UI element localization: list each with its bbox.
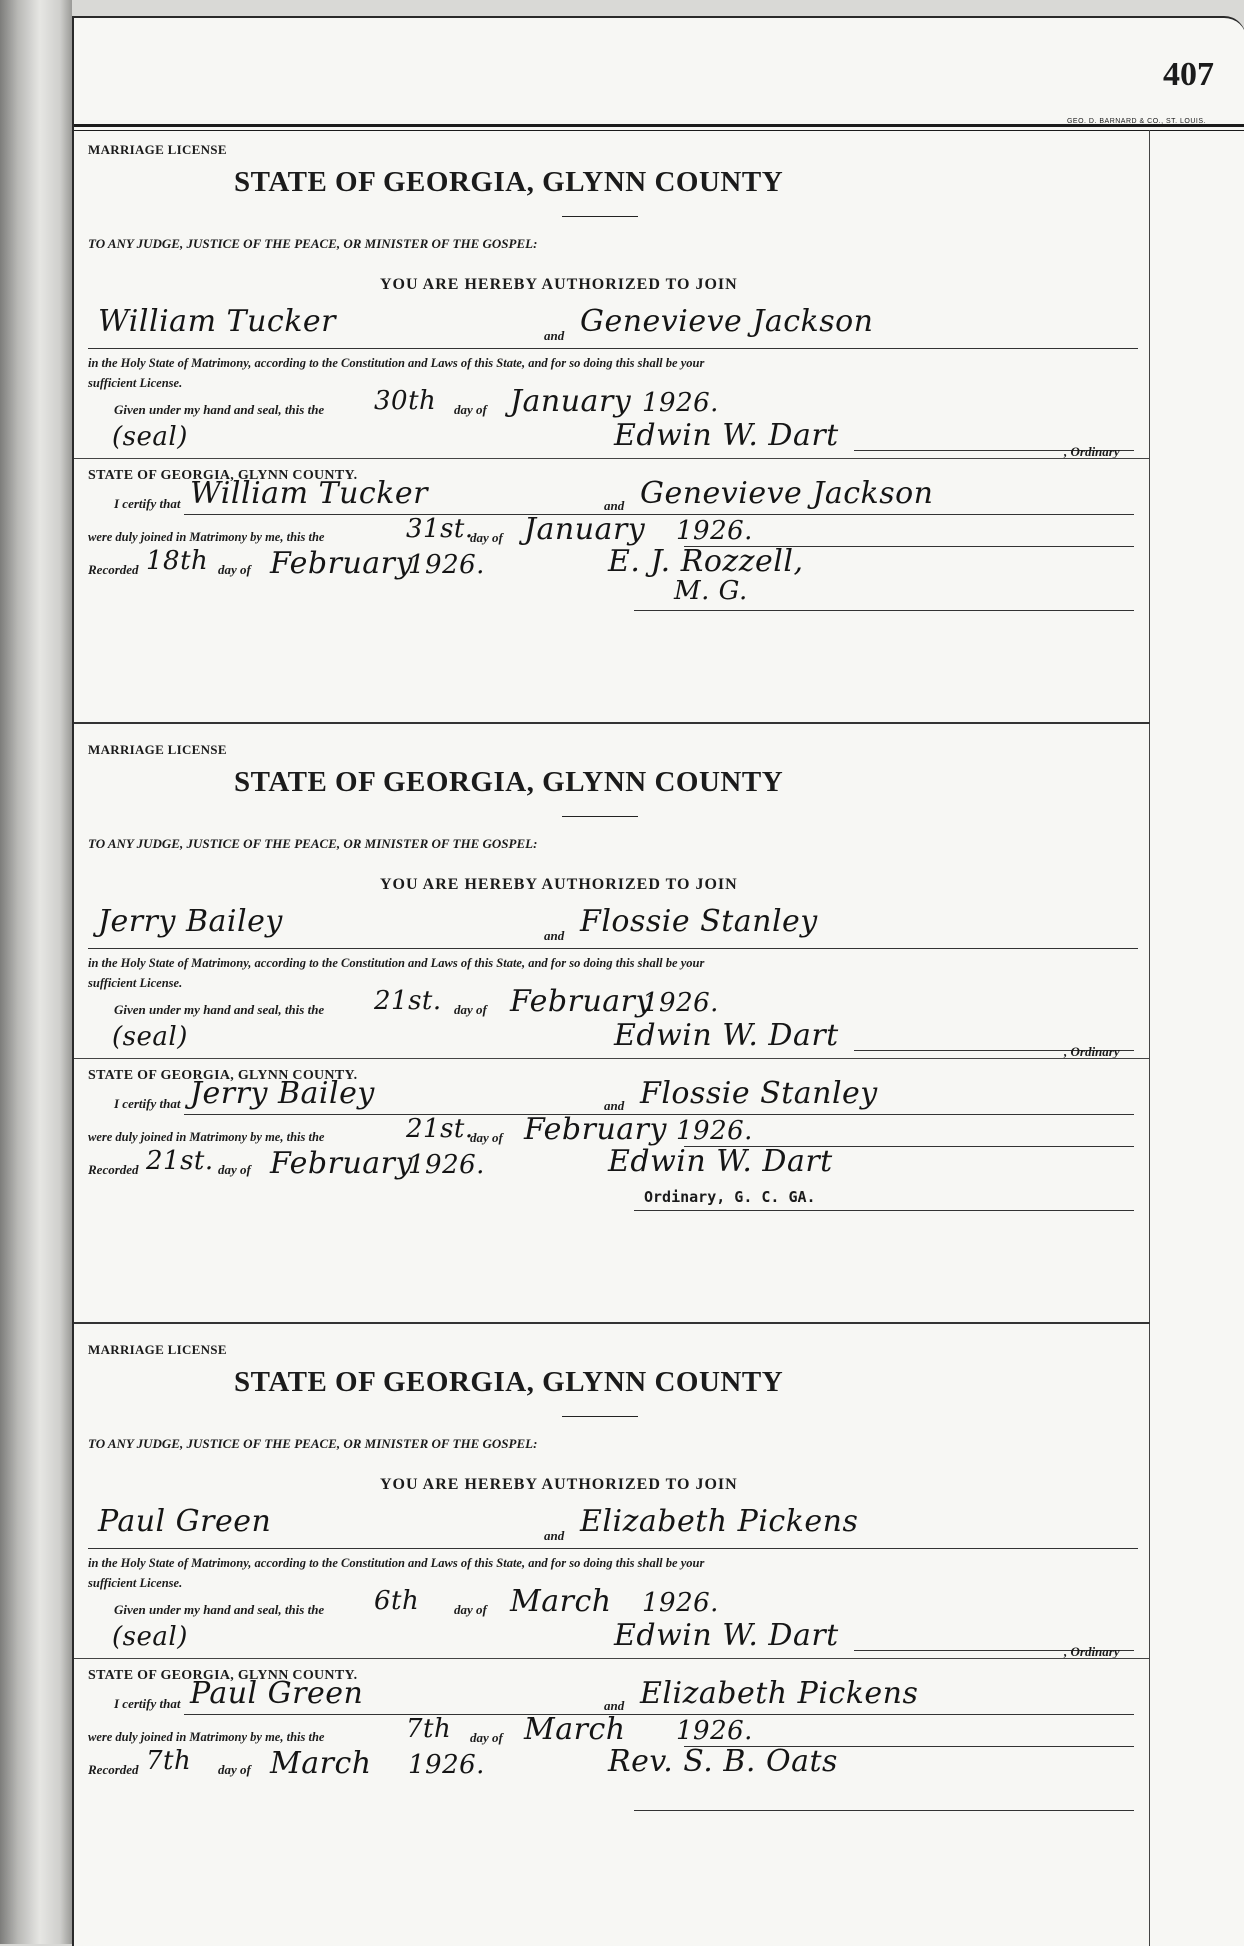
officiant-signature: Edwin W. Dart	[608, 1144, 833, 1179]
given-under-label: Given under my hand and seal, this the	[114, 1602, 325, 1617]
married-year: 1926.	[676, 516, 753, 546]
bride-name: Genevieve Jackson	[580, 304, 874, 339]
certificate-heading: STATE OF GEORGIA, GLYNN COUNTY.	[88, 468, 358, 483]
bride-name: Flossie Stanley	[580, 904, 818, 939]
recorded-day: 7th	[146, 1746, 192, 1776]
officiant-title: M. G.	[674, 576, 748, 606]
record-title: STATE OF GEORGIA, GLYNN COUNTY	[234, 166, 784, 198]
given-under-label: Given under my hand and seal, this the	[114, 402, 325, 417]
ordinary-stamp: Ordinary, G. C. GA.	[644, 1188, 816, 1206]
day-of-label: day of	[454, 1602, 487, 1617]
officiant-line	[634, 1810, 1134, 1811]
married-day: 31st.	[406, 514, 474, 544]
page-number: 407	[1163, 56, 1214, 93]
ordinary-label: , Ordinary	[1064, 1644, 1120, 1659]
recorded-day-of-label: day of	[218, 1762, 251, 1777]
seal-mark: (seal)	[112, 1622, 188, 1652]
certificate-heading: STATE OF GEORGIA, GLYNN COUNTY.	[88, 1068, 358, 1083]
ordinary-signature: Edwin W. Dart	[614, 1018, 839, 1053]
recorded-day: 18th	[146, 546, 209, 576]
recorded-month: March	[270, 1746, 372, 1781]
groom-name: Paul Green	[98, 1504, 272, 1539]
and-label: and	[544, 1528, 565, 1543]
recorded-day-of-label: day of	[218, 1162, 251, 1177]
license-month: March	[510, 1584, 612, 1619]
married-day-of-label: day of	[470, 1130, 503, 1145]
cert-and-label: and	[604, 498, 625, 513]
recorded-label: Recorded	[88, 562, 139, 577]
married-month: February	[524, 1112, 667, 1147]
recorded-label: Recorded	[88, 1162, 139, 1177]
ordinary-label: , Ordinary	[1064, 444, 1120, 459]
ordinary-signature: Edwin W. Dart	[614, 418, 839, 453]
record-separator	[74, 722, 1150, 724]
marriage-record-3	[74, 1326, 1150, 1926]
married-month: March	[524, 1712, 626, 1747]
license-year: 1926.	[642, 988, 719, 1018]
cert-and-label: and	[604, 1098, 625, 1113]
authorized-line: YOU ARE HEREBY AUTHORIZED TO JOIN	[380, 276, 738, 293]
recorded-year: 1926.	[408, 1150, 485, 1180]
recorded-year: 1926.	[408, 1750, 485, 1780]
license-year: 1926.	[642, 1588, 719, 1618]
married-day: 7th	[406, 1714, 452, 1744]
names-line	[88, 348, 1138, 349]
ordinary-label: , Ordinary	[1064, 1044, 1120, 1059]
and-label: and	[544, 928, 565, 943]
officiant-signature: E. J. Rozzell,	[608, 544, 804, 579]
certificate-divider	[74, 1058, 1150, 1059]
duly-joined-label: were duly joined in Matrimony by me, this the	[88, 1730, 325, 1744]
cert-names-line	[184, 1714, 1134, 1715]
cert-and-label: and	[604, 1698, 625, 1713]
married-year: 1926.	[676, 1116, 753, 1146]
marriage-license-label: MARRIAGE LICENSE	[88, 742, 227, 757]
holy-state-text: in the Holy State of Matrimony, according to the Constitution and Laws of this State, and for so doing this shall be your	[88, 1556, 705, 1570]
cert-groom-name: Paul Green	[190, 1676, 364, 1711]
holy-state-text: in the Holy State of Matrimony, according to the Constitution and Laws of this State, and for so doing this shall be your	[88, 356, 705, 370]
addressee-line: TO ANY JUDGE, JUSTICE OF THE PEACE, OR MINISTER OF THE GOSPEL:	[88, 1436, 538, 1451]
holy-state-text: in the Holy State of Matrimony, according to the Constitution and Laws of this State, and for so doing this shall be your	[88, 956, 705, 970]
duly-joined-label: were duly joined in Matrimony by me, this the	[88, 1130, 325, 1144]
license-year: 1926.	[642, 388, 719, 418]
married-year: 1926.	[676, 1716, 753, 1746]
recorded-label: Recorded	[88, 1762, 139, 1777]
marriage-license-label: MARRIAGE LICENSE	[88, 142, 227, 157]
seal-mark: (seal)	[112, 422, 188, 452]
cert-groom-name: William Tucker	[190, 476, 428, 511]
officiant-line	[634, 1210, 1134, 1211]
sufficient-text: sufficient License.	[88, 976, 183, 990]
cert-groom-name: Jerry Bailey	[190, 1076, 375, 1111]
title-rule	[562, 816, 638, 817]
duly-joined-label: were duly joined in Matrimony by me, this the	[88, 530, 325, 544]
i-certify-label: I certify that	[114, 1696, 181, 1711]
ordinary-signature: Edwin W. Dart	[614, 1618, 839, 1653]
left-margin-notes	[8, 0, 64, 1944]
recorded-month: February	[270, 1146, 413, 1181]
sufficient-text: sufficient License.	[88, 1576, 183, 1590]
recorded-day: 21st.	[146, 1146, 214, 1176]
cert-bride-name: Flossie Stanley	[640, 1076, 878, 1111]
officiant-signature: Rev. S. B. Oats	[608, 1744, 838, 1779]
title-rule	[562, 1416, 638, 1417]
and-label: and	[544, 328, 565, 343]
license-month: February	[510, 984, 653, 1019]
certificate-heading: STATE OF GEORGIA, GLYNN COUNTY.	[88, 1668, 358, 1683]
bride-name: Elizabeth Pickens	[580, 1504, 859, 1539]
certificate-divider	[74, 458, 1150, 459]
day-of-label: day of	[454, 402, 487, 417]
recorded-day-of-label: day of	[218, 562, 251, 577]
license-month: January	[510, 384, 632, 419]
married-day-of-label: day of	[470, 1730, 503, 1745]
publisher-imprint: GEO. D. BARNARD & CO., ST. LOUIS.	[1066, 118, 1206, 125]
authorized-line: YOU ARE HEREBY AUTHORIZED TO JOIN	[380, 1476, 738, 1493]
record-title: STATE OF GEORGIA, GLYNN COUNTY	[234, 766, 784, 798]
cert-bride-name: Genevieve Jackson	[640, 476, 934, 511]
officiant-line	[634, 610, 1134, 611]
married-day: 21st.	[406, 1114, 474, 1144]
certificate-divider	[74, 1658, 1150, 1659]
title-rule	[562, 216, 638, 217]
recorded-month: February	[270, 546, 413, 581]
record-title: STATE OF GEORGIA, GLYNN COUNTY	[234, 1366, 784, 1398]
groom-name: William Tucker	[98, 304, 336, 339]
i-certify-label: I certify that	[114, 1096, 181, 1111]
license-day: 30th	[374, 386, 437, 416]
recorded-year: 1926.	[408, 550, 485, 580]
authorized-line: YOU ARE HEREBY AUTHORIZED TO JOIN	[380, 876, 738, 893]
license-day: 21st.	[374, 986, 442, 1016]
sufficient-text: sufficient License.	[88, 376, 183, 390]
ledger-page	[72, 16, 1244, 1946]
addressee-line: TO ANY JUDGE, JUSTICE OF THE PEACE, OR MINISTER OF THE GOSPEL:	[88, 236, 538, 251]
record-separator	[74, 1322, 1150, 1324]
marriage-record-1	[74, 126, 1150, 726]
married-month: January	[524, 512, 646, 547]
given-under-label: Given under my hand and seal, this the	[114, 1002, 325, 1017]
addressee-line: TO ANY JUDGE, JUSTICE OF THE PEACE, OR MINISTER OF THE GOSPEL:	[88, 836, 538, 851]
day-of-label: day of	[454, 1002, 487, 1017]
names-line	[88, 948, 1138, 949]
marriage-license-label: MARRIAGE LICENSE	[88, 1342, 227, 1357]
groom-name: Jerry Bailey	[98, 904, 283, 939]
cert-bride-name: Elizabeth Pickens	[640, 1676, 919, 1711]
cert-names-line	[184, 514, 1134, 515]
names-line	[88, 1548, 1138, 1549]
i-certify-label: I certify that	[114, 496, 181, 511]
license-day: 6th	[374, 1586, 420, 1616]
married-day-of-label: day of	[470, 530, 503, 545]
marriage-record-2	[74, 726, 1150, 1326]
seal-mark: (seal)	[112, 1022, 188, 1052]
